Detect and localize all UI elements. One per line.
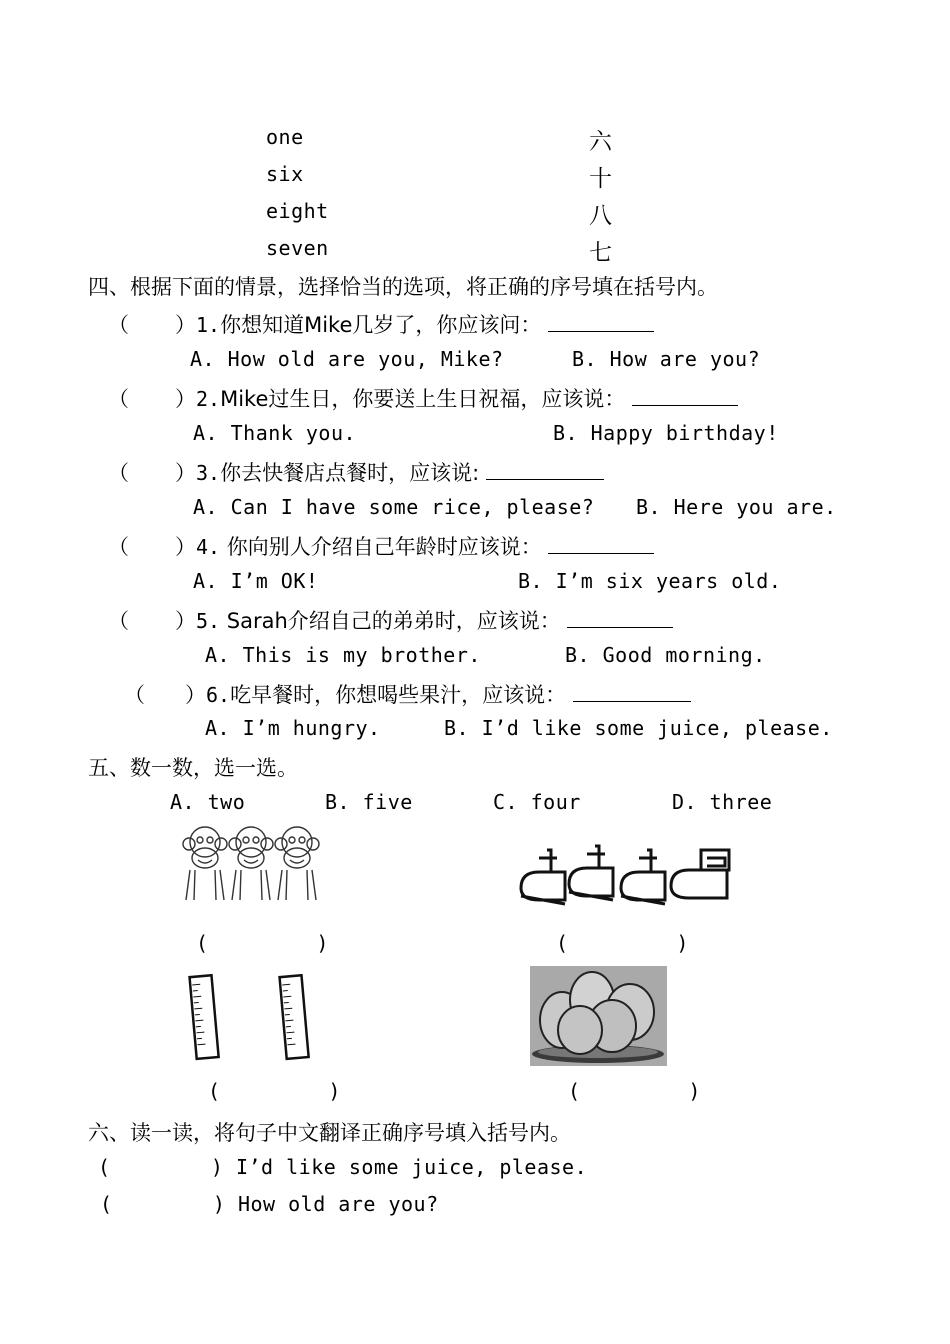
pencil-icon [569, 846, 613, 900]
picture-answer-2[interactable]: ( ) [556, 931, 689, 955]
pencil-icon [671, 850, 729, 898]
match-left-2: six [266, 162, 304, 186]
q2-option-a: A. Thank you. [193, 421, 357, 445]
translation-answer-2[interactable]: ( ) [100, 1192, 226, 1216]
question-6: （ ）6.吃早餐时，你想喝些果汁，应该说： [124, 679, 691, 709]
pencils-picture [517, 842, 737, 908]
match-left-3: eight [266, 199, 329, 223]
match-right-4: 七 [589, 240, 612, 266]
q6-option-b: B. I’d like some juice, please. [444, 716, 833, 740]
answer-blank-6[interactable] [573, 681, 691, 702]
match-right-1: 六 [589, 129, 612, 155]
match-left-1: one [266, 125, 304, 149]
ruler-icon [280, 975, 309, 1059]
picture-answer-3[interactable]: ( ) [208, 1079, 341, 1103]
section5-heading: 五、数一数，选一选。 [88, 756, 298, 780]
translation-row-2 [100, 1192, 439, 1216]
match-right-3: 八 [589, 203, 612, 229]
q4-option-b: B. I’m six years old. [518, 569, 782, 593]
q6-option-a: A. I’m hungry. [205, 716, 381, 740]
answer-blank-2[interactable] [632, 385, 738, 406]
monkey-icon [229, 827, 273, 900]
q5-option-a: A. This is my brother. [205, 643, 481, 667]
q5-option-b: B. Good morning. [565, 643, 766, 667]
q2-option-b: B. Happy birthday! [553, 421, 779, 445]
question-3-prompt: 你去快餐店点餐时，应该说: [220, 461, 480, 485]
question-1-prompt: 你想知道Mike几岁了，你应该问： [220, 313, 542, 337]
egg-icon [558, 1006, 602, 1054]
answer-paren-open: （ [108, 313, 129, 337]
monkey-icon [275, 827, 319, 900]
answer-blank-4[interactable] [548, 533, 654, 554]
question-4-prompt: 你向别人介绍自己年龄时应该说： [226, 535, 542, 559]
picture-answer-4[interactable]: ( ) [568, 1079, 701, 1103]
match-left-4: seven [266, 236, 329, 260]
question-2: （ ）2.Mike过生日，你要送上生日祝福，应该说： [108, 383, 738, 413]
pencil-icon [521, 850, 565, 904]
question-5: （ ）5. Sarah介绍自己的弟弟时，应该说： [108, 605, 673, 635]
question-3: （ ）3.你去快餐店点餐时，应该说: [108, 457, 604, 487]
count-option-d: D. three [672, 790, 773, 814]
q3-option-b: B. Here you are. [636, 495, 837, 519]
count-option-a: A. two [170, 790, 246, 814]
question-1: （ ）1.你想知道Mike几岁了，你应该问： [108, 309, 654, 339]
q1-option-b: B. How are you? [572, 347, 761, 371]
pencil-icon [621, 850, 665, 904]
count-option-c: C. four [493, 790, 581, 814]
question-5-prompt: Sarah介绍自己的弟弟时，应该说： [226, 609, 561, 633]
answer-blank-1[interactable] [548, 311, 654, 332]
translation-answer-1[interactable]: ( ) [98, 1155, 224, 1179]
count-option-b: B. five [325, 790, 413, 814]
answer-blank-3[interactable] [486, 459, 604, 480]
answer-blank-5[interactable] [567, 607, 673, 628]
section4-heading: 四、根据下面的情景，选择恰当的选项，将正确的序号填在括号内。 [88, 275, 718, 299]
eggs-picture [530, 966, 667, 1066]
translation-sentence-1: I’d like some juice, please. [235, 1155, 588, 1179]
translation-row-1 [98, 1155, 587, 1179]
picture-answer-1[interactable]: ( ) [196, 931, 329, 955]
section6-heading: 六、读一读，将句子中文翻译正确序号填入括号内。 [88, 1121, 571, 1145]
question-6-prompt: 吃早餐时，你想喝些果汁，应该说： [230, 683, 567, 707]
monkey-icon [183, 827, 227, 900]
question-2-prompt: Mike过生日，你要送上生日祝福，应该说： [220, 387, 626, 411]
match-right-2: 十 [589, 166, 612, 192]
q1-option-a: A. How old are you, Mike? [190, 347, 504, 371]
question-4: （ ）4. 你向别人介绍自己年龄时应该说： [108, 531, 654, 561]
ruler-icon [190, 975, 219, 1059]
rulers-picture [185, 970, 335, 1062]
monkeys-picture [180, 820, 320, 902]
translation-sentence-2: How old are you? [237, 1192, 439, 1216]
answer-paren-close: ） [175, 313, 196, 337]
q3-option-a: A. Can I have some rice, please? [193, 495, 595, 519]
q4-option-a: A. I’m OK! [193, 569, 319, 593]
